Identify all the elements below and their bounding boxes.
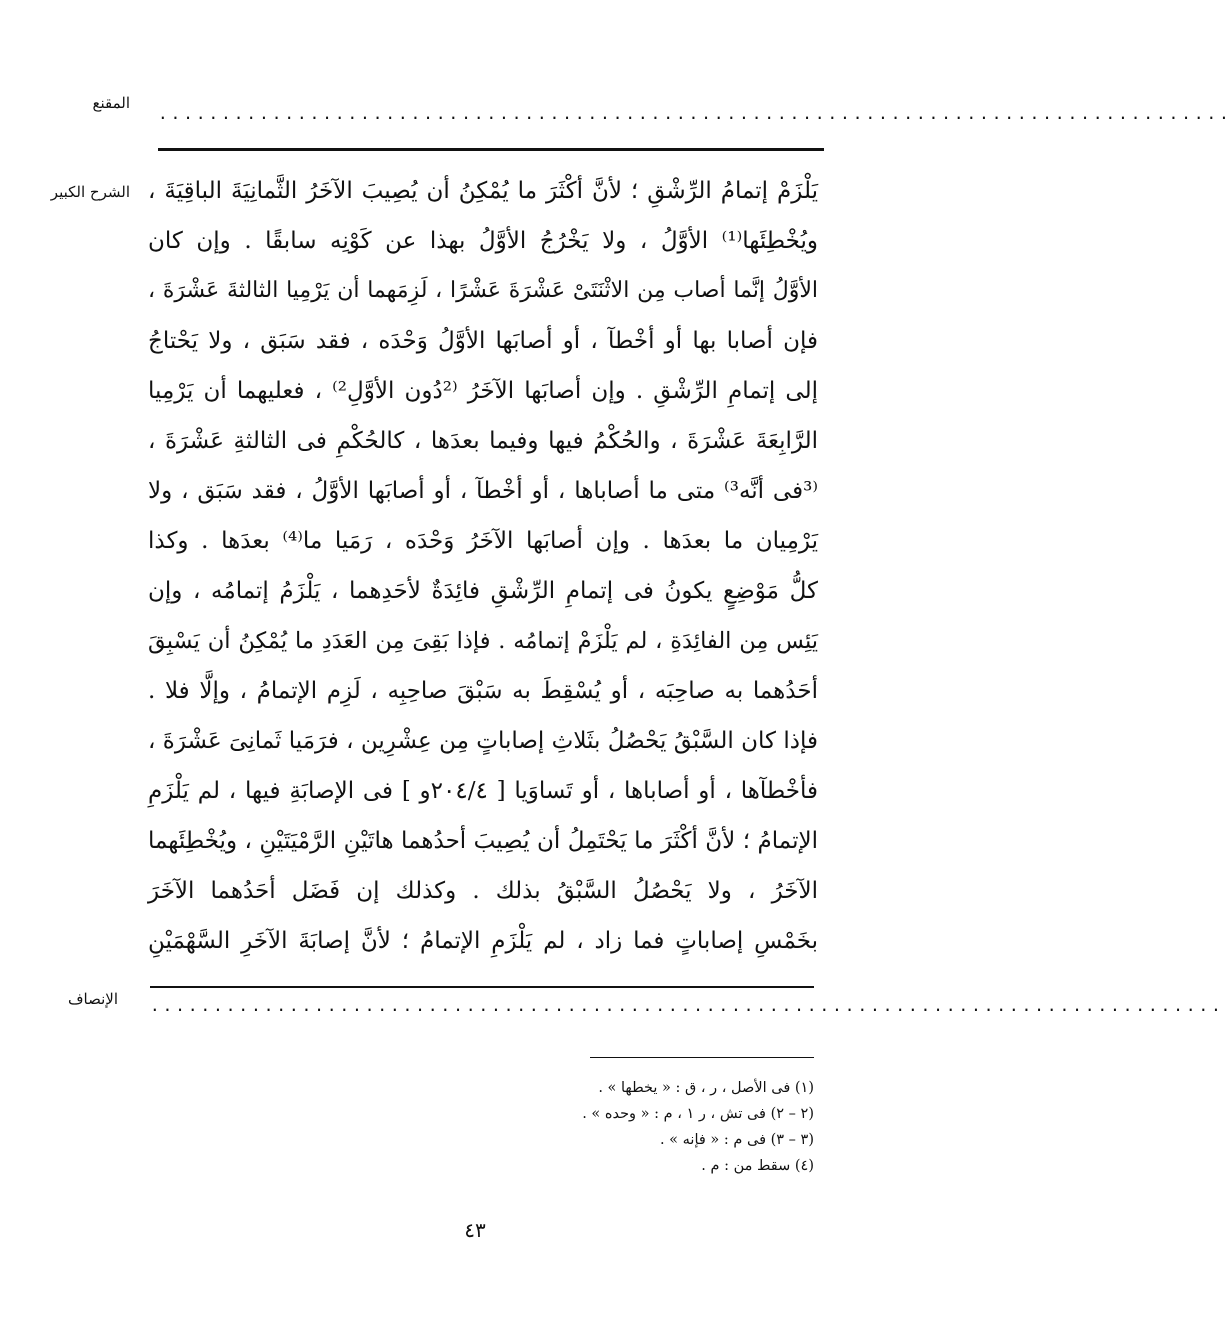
text-line: ويُخْطِئَها⁽¹⁾ الأوَّلُ ، ولا يَخْرُجُ الأوَّلُ بهذا عن كَوْنِه سابقًا . وإن كان — [148, 228, 818, 254]
text-line: إلى إتمامِ الرِّشْقِ . وإن أصابَها الآخَرُ ⁽²دُون الأوَّلِ²⁾ ، فعليهما أن يَرْمِيا — [148, 378, 818, 404]
text-line: الآخَرُ ، ولا يَحْصُلُ السَّبْقُ بذلك . وكذلك إن فَضَل أحَدُهما الآخَرَ — [148, 878, 818, 904]
lower-rule — [150, 986, 814, 988]
footnote: (٣ – ٣) فى م : « فإنه » . — [659, 1132, 814, 1148]
text-line: بخَمْسِ إصاباتٍ فما زاد ، لم يَلْزَمِ الإتمامُ ؛ لأنَّ إصابَةَ الآخَرِ السَّهْمَيْنِ — [148, 928, 818, 954]
header-dotted-leader: ..................................................................................... — [158, 104, 1232, 123]
text-line: فإن أصابا بها أو أخْطآ ، أو أصابَها الأوَّلُ وَحْدَه ، فقد سَبَق ، ولا يَحْتاجُ — [148, 328, 818, 354]
lower-dotted-leader: ..................................................................................... — [150, 996, 1224, 1015]
lower-label: الإنصاف — [67, 990, 118, 1008]
main-text-block — [148, 176, 818, 976]
text-line: فإذا كان السَّبْقُ يَحْصُلُ بثَلاثِ إصاباتٍ مِن عِشْرِين ، فرَمَيا ثَمانِىَ عَشْرَةَ ، — [148, 728, 818, 754]
text-line: الإتمامُ ؛ لأنَّ أكْثَرَ ما يَحْتَمِلُ أن يُصِيبَ أحدُهما هاتَيْنِ الرَّمْيَتَيْنِ ، ويُخْطِئَهما — [148, 828, 818, 854]
page-number: ٤٣ — [464, 1218, 486, 1242]
header-label: المقنع — [92, 94, 130, 112]
footnote: (١) فى الأصل ، ر ، ق : « يخطها » . — [598, 1080, 814, 1096]
main-label: الشرح الكبير — [50, 183, 130, 201]
header-rule — [158, 148, 824, 151]
text-line: يَرْمِيان ما بعدَها . وإن أصابَها الآخَرُ وَحْدَه ، رَمَيا ما⁽⁴⁾ بعدَها . وكذا — [148, 528, 819, 554]
text-line: الرَّابِعَةَ عَشْرَةَ ، والحُكْمُ فيها وفيما بعدَها ، كالحُكْمِ فى الثالثةِ عَشْرَةَ ، — [148, 428, 818, 454]
text-line: فأخْطآها ، أو أصاباها ، أو تَساوَيا [ ٢٠٤/٤و ] فى الإصابَةِ فيها ، لم يَلْزَمِ — [148, 778, 818, 804]
text-line: أحَدُهما به صاحِبَه ، أو يُسْقِطَ به سَبْقَ صاحِبِه ، لَزِم الإتمامُ ، وإلَّا فلا . — [148, 678, 818, 704]
text-line: كلُّ مَوْضِعٍ يكونُ فى إتمامِ الرِّشْقِ فائِدَةٌ لأحَدِهما ، يَلْزَمُ إتمامُه ، وإن — [148, 578, 818, 604]
text-line: الأوَّلُ إنَّما أصاب مِن الاثْنَتَىْ عَشْرَةَ عَشْرًا ، لَزِمَهما أن يَرْمِيا الثالثةَ عَشْرَةَ ، — [148, 278, 818, 303]
footnote: (٤) سقط من : م . — [701, 1158, 814, 1174]
footnote: (٢ – ٢) فى تش ، ر ١ ، م : « وحده » . — [582, 1106, 814, 1122]
footnotes — [400, 1076, 814, 1206]
text-line: ⁽³فى أنَّه³⁾ متى ما أصاباها ، أو أخْطآ ، أو أصابَها الأوَّلُ ، فقد سَبَق ، ولا — [148, 478, 818, 504]
footnote-separator — [590, 1057, 814, 1058]
text-line: يَلْزَمْ إتمامُ الرِّشْقِ ؛ لأنَّ أكْثَرَ ما يُمْكِنُ أن يُصِيبَ الآخَرُ الثَّمانِيَةَ الباقِيَةَ ، — [148, 178, 819, 204]
text-line: يَئِس مِن الفائِدَةِ ، لم يَلْزَمْ إتمامُه . فإذا بَقِىَ مِن العَدَدِ ما يُمْكِنُ أن يَسْبِقَ — [148, 628, 818, 654]
